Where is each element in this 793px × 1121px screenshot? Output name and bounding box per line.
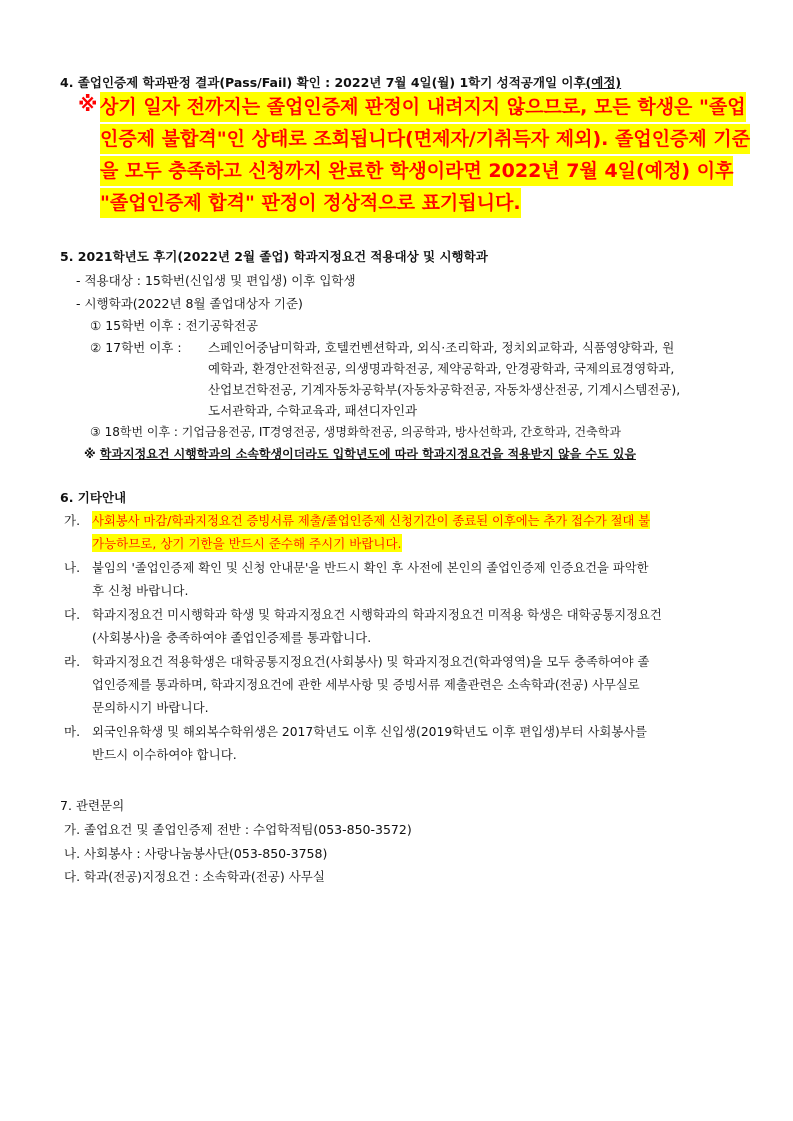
contact-item-3 <box>64 867 325 885</box>
dept-item-3-num: ③ <box>90 425 101 439</box>
notice-line-3: 을 모두 충족하고 신청까지 완료한 학생이라면 2022년 7월 4일(예정) 이후 <box>100 156 733 186</box>
section5-dept-title: - 시행학과(2022년 8월 졸업대상자 기준) <box>76 296 303 311</box>
contact-item-2-text: 사회봉사 : 사랑나눔봉사단(053-850-3758) <box>84 846 328 861</box>
info-item-4-line-1: 학과지정요건 적용학생은 대학공통지정요건(사회봉사) 및 학과지정요건(학과영역)을 모두 충족하여야 졸 <box>92 655 650 669</box>
info-item-3-line-1: 학과지정요건 미시행학과 학생 및 학과지정요건 시행학과의 학과지정요건 미적용 학생은 대학공통지정요건 <box>92 608 662 622</box>
section7-heading: 7. 관련문의 <box>60 798 125 813</box>
contact-item-2-marker: 나. <box>64 846 81 861</box>
dept-item-2-label: 17학번 이후 : <box>105 340 182 355</box>
info-item-1-line-1: 사회봉사 마감/학과지정요건 증빙서류 제출/졸업인증제 신청기간이 종료된 이후에는 추가 접수가 절대 불 <box>92 511 650 529</box>
dept-item-1-text: 전기공학전공 <box>185 318 259 333</box>
notice-line-4: "졸업인증제 합격" 판정이 정상적으로 표기됩니다. <box>100 188 521 218</box>
dept-item-1-label: 15학번 이후 : <box>105 318 182 333</box>
dept-item-2-line-1: 스페인어중남미학과, 호텔컨벤션학과, 외식·조리학과, 정치외교학과, 식품영양학과, 원 <box>208 340 675 355</box>
section5-note-text: 학과지정요건 시행학과의 소속학생이더라도 입학년도에 따라 학과지정요건을 적용받지 않을 수도 있음 <box>99 447 636 461</box>
notice-mark: ※ <box>78 92 98 116</box>
section5-heading: 5. 2021학년도 후기(2022년 2월 졸업) 학과지정요건 적용대상 및 시행학과 <box>60 249 488 264</box>
info-item-4-marker: 라. <box>64 654 81 669</box>
section4-heading-text: 4. 졸업인증제 학과판정 결과(Pass/Fail) 확인 : 2022년 7월 4일(월) 1학기 성적공개일 이후 <box>60 75 586 90</box>
info-item-1-marker: 가. <box>64 513 81 528</box>
contact-item-1-marker: 가. <box>64 822 81 837</box>
dept-item-3 <box>90 423 621 440</box>
info-item-3-line-2: (사회봉사)을 충족하여야 졸업인증제를 통과합니다. <box>92 630 372 645</box>
dept-item-1 <box>90 316 258 334</box>
dept-item-1-num: ① <box>90 318 102 333</box>
info-item-5-line-1: 외국인유학생 및 해외복수학위생은 2017학년도 이후 신입생(2019학년도 이후 편입생)부터 사회봉사를 <box>92 725 647 739</box>
contact-item-1 <box>64 820 412 838</box>
dept-item-3-text: 기업금융전공, IT경영전공, 생명화학전공, 의공학과, 방사선학과, 간호학과, 건축학과 <box>181 425 621 439</box>
contact-item-3-text: 학과(전공)지정요건 : 소속학과(전공) 사무실 <box>84 869 325 884</box>
dept-item-3-label: 18학번 이후 : <box>104 425 178 439</box>
section5-note-mark: ※ <box>84 447 96 461</box>
contact-item-1-text: 졸업요건 및 졸업인증제 전반 : 수업학적팀(053-850-3572) <box>84 822 412 837</box>
dept-item-2 <box>90 338 182 356</box>
section4-heading <box>60 73 621 91</box>
notice-line-2: 인증제 불합격"인 상태로 조회됩니다(면제자/기취득자 제외). 졸업인증제 기준 <box>100 124 750 154</box>
section6-heading: 6. 기타안내 <box>60 490 127 505</box>
contact-item-2 <box>64 844 327 862</box>
dept-item-2-line-4: 도서관학과, 수학교육과, 패션디자인과 <box>208 403 418 418</box>
dept-item-2-line-3: 산업보건학전공, 기계자동차공학부(자동차공학전공, 자동차생산전공, 기계시스템전공), <box>208 382 681 397</box>
info-item-1-line-2: 가능하므로, 상기 기한을 반드시 준수해 주시기 바랍니다. <box>92 536 402 551</box>
section5-target: - 적용대상 : 15학번(신입생 및 편입생) 이후 입학생 <box>76 273 356 288</box>
info-item-3-marker: 다. <box>64 607 81 622</box>
info-item-5-line-2: 반드시 이수하여야 합니다. <box>92 747 237 762</box>
contact-item-3-marker: 다. <box>64 869 81 884</box>
section5-note <box>84 445 636 462</box>
section4-heading-suffix: (예정) <box>585 75 622 90</box>
dept-item-2-num: ② <box>90 340 102 355</box>
info-item-2-line-2: 후 신청 바랍니다. <box>92 583 189 598</box>
dept-item-2-line-2: 예학과, 환경안전학전공, 의생명과학전공, 제약공학과, 안경광학과, 국제의료경영학과, <box>208 361 675 376</box>
info-item-2-marker: 나. <box>64 560 81 575</box>
info-item-2-line-1: 붙임의 '졸업인증제 확인 및 신청 안내문'을 반드시 확인 후 사전에 본인의 졸업인증제 인증요건을 파악한 <box>92 561 649 575</box>
info-item-4-line-3: 문의하시기 바랍니다. <box>92 700 209 715</box>
notice-line-1: 상기 일자 전까지는 졸업인증제 판정이 내려지지 않으므로, 모든 학생은 "졸업 <box>100 92 746 122</box>
info-item-5-marker: 마. <box>64 724 81 739</box>
info-item-4-line-2: 업인증제를 통과하며, 학과지정요건에 관한 세부사항 및 증빙서류 제출관련은 소속학과(전공) 사무실로 <box>92 678 640 692</box>
